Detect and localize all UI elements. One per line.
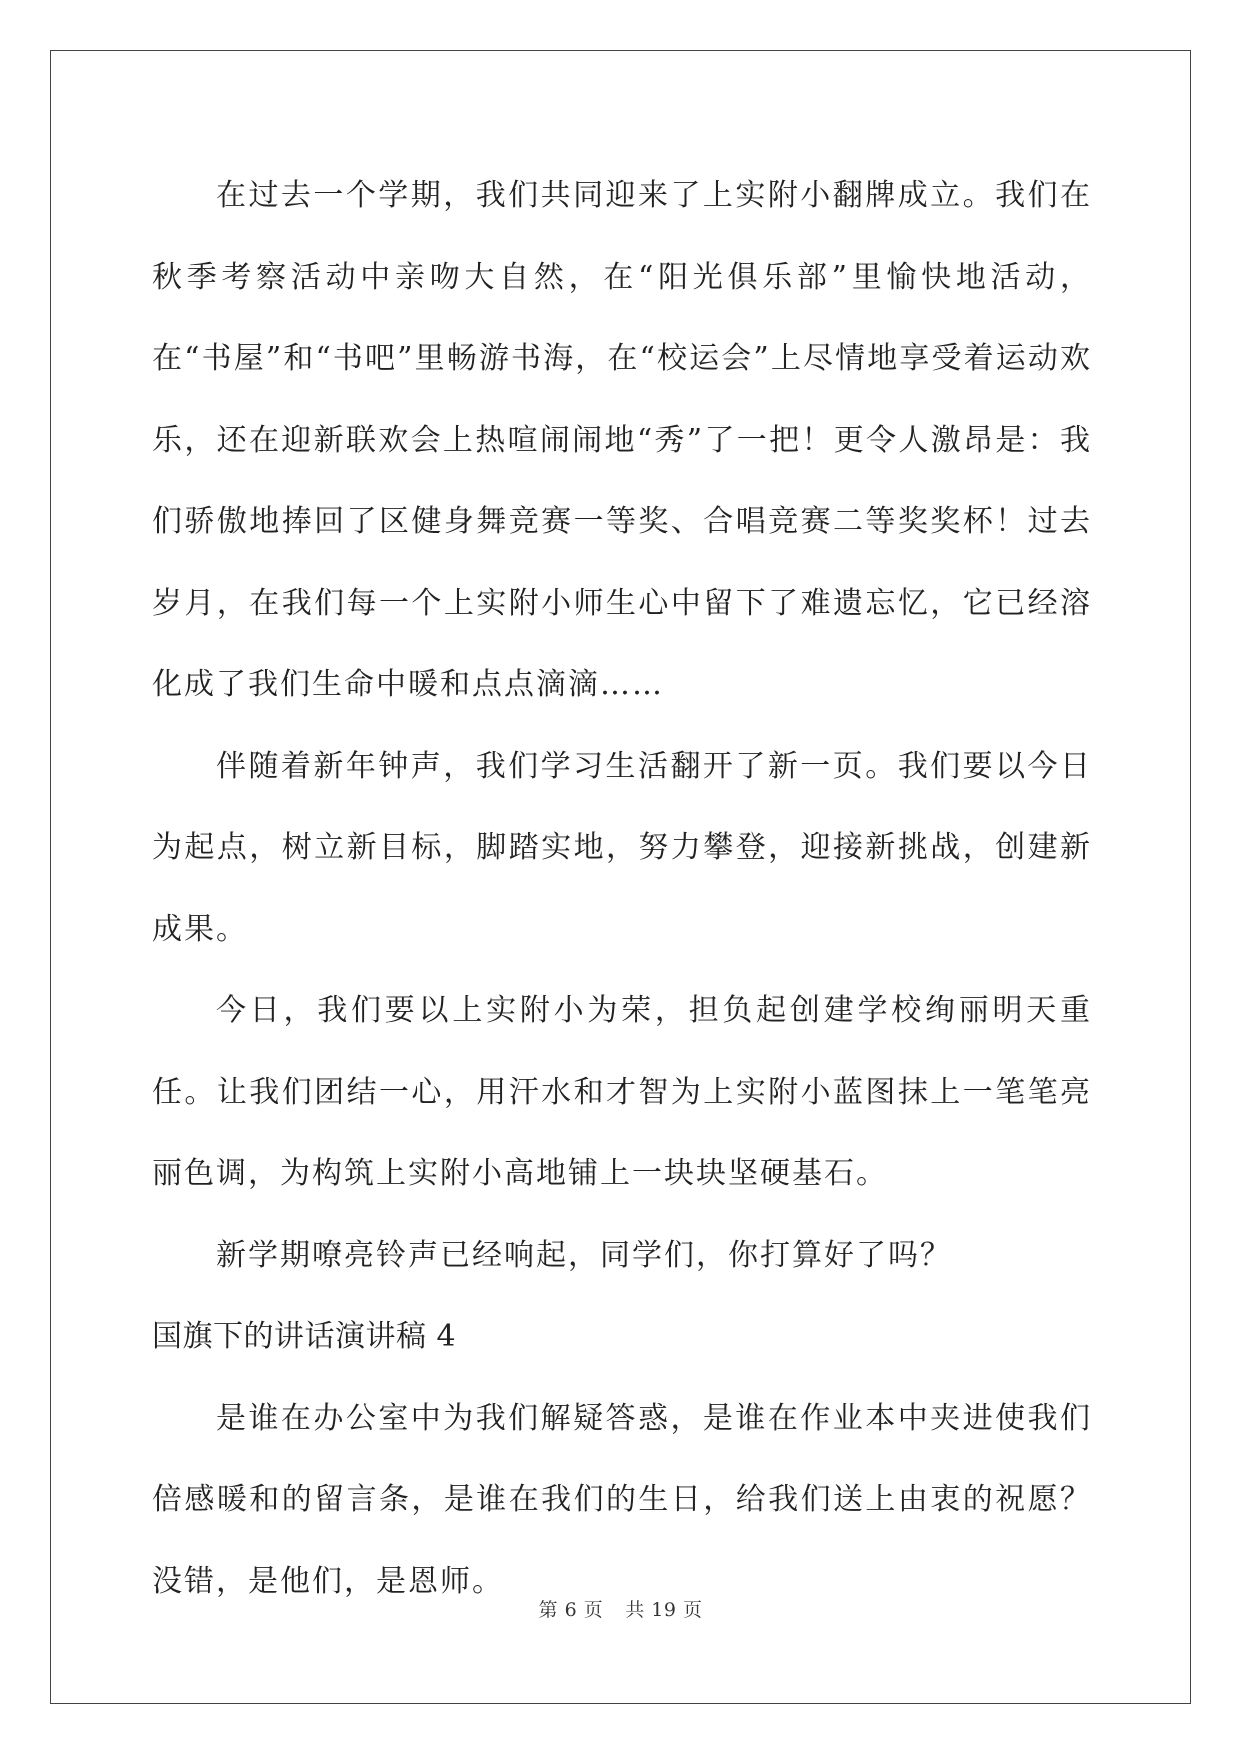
paragraph-3: 今日，我们要以上实附小为荣，担负起创建学校绚丽明天重任。让我们团结一心，用汗水和才智为上实附小蓝图抹上一笔笔亮丽色调，为构筑上实附小高地铺上一块块坚硬基石。: [152, 993, 1092, 1191]
page-total: 共 19 页: [625, 1599, 703, 1621]
page-footer: [0, 1595, 1241, 1622]
paragraph-2: 伴随着新年钟声，我们学习生活翻开了新一页。我们要以今日为起点，树立新目标，脚踏实地，努力攀登，迎接新挑战，创建新成果。: [152, 748, 1092, 947]
page-number: 第 6 页: [538, 1599, 604, 1621]
paragraph-5: 是谁在办公室中为我们解疑答惑，是谁在作业本中夹进使我们倍感暖和的留言条，是谁在我们的生日，给我们送上由衷的祝愿？没错，是他们，是恩师。: [152, 1400, 1092, 1599]
document-body: [152, 155, 1092, 1622]
paragraph-1: 在过去一个学期，我们共同迎来了上实附小翻牌成立。我们在秋季考察活动中亲吻大自然，在“阳光俱乐部”里愉快地活动，在“书屋”和“书吧”里畅游书海，在“校运会”上尽情地享受着运动欢乐，还在迎新联欢会上热喧闹闹地“秀”了一把！更令人激昂是：我们骄傲地捧回了区健身舞竞赛一等奖、合唱竞赛二等奖奖杯！过去岁月，在我们每一个上实附小师生心中留下了难遗忘忆，它已经溶化成了我们生命中暖和点点滴滴……: [152, 178, 1092, 702]
section-heading: 国旗下的讲话演讲稿 4: [152, 1319, 457, 1354]
paragraph-4: 新学期嘹亮铃声已经响起，同学们，你打算好了吗？: [216, 1237, 952, 1273]
